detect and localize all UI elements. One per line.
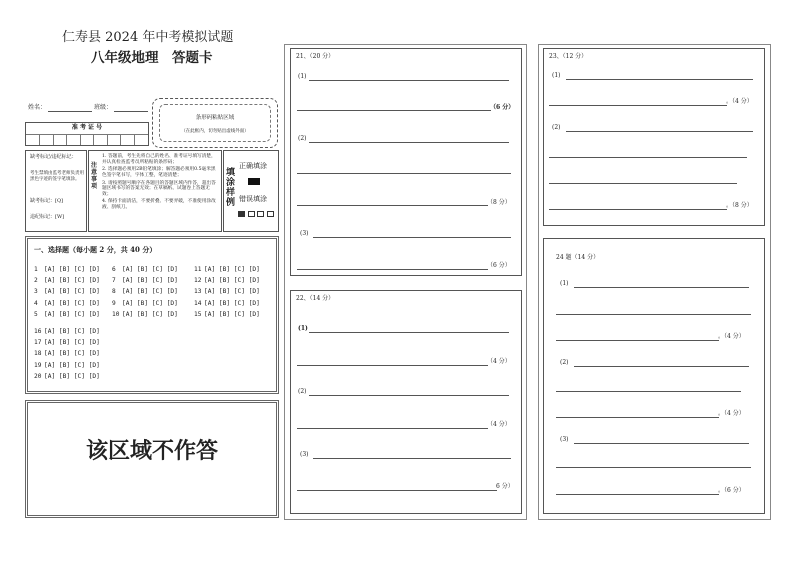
ticket-number-label: 准 考 证 号 — [71, 124, 103, 131]
answer-line[interactable] — [574, 443, 749, 444]
choice-title: 一、选择题（每小题 2 分，共 40 分） — [34, 245, 157, 254]
answer-line[interactable] — [309, 80, 509, 81]
notice-box — [88, 150, 222, 232]
fill-sample-box — [223, 150, 279, 232]
q24-title: 24 题（14 分） — [556, 254, 600, 261]
choice-row[interactable] — [194, 267, 260, 273]
q22-score2: （4 分） — [487, 421, 511, 428]
answer-line[interactable] — [297, 490, 497, 491]
wrong-fill-label: 错误填涂 — [239, 195, 267, 203]
answer-line[interactable] — [297, 110, 491, 111]
answer-options[interactable]: [A] [B] [C] [D] — [44, 339, 100, 347]
class-field[interactable] — [114, 111, 148, 112]
choice-row[interactable] — [34, 289, 100, 295]
answer-line[interactable] — [549, 157, 747, 158]
q21-score1: （6 分） — [490, 104, 515, 111]
question-number: 18 — [34, 350, 42, 358]
choice-row[interactable] — [34, 374, 100, 380]
answer-line[interactable] — [556, 391, 741, 392]
choice-row[interactable] — [34, 301, 100, 307]
q24-score1: 。（4 分） — [718, 333, 745, 340]
answer-options[interactable]: [A] [B] [C] [D] — [44, 288, 100, 296]
answer-line[interactable] — [313, 458, 511, 459]
q24-section — [543, 238, 765, 514]
notice-item: 4. 保持卡面清洁，不要折叠、不要弄破，不准使用涂改液、刮纸刀。 — [102, 199, 216, 211]
answer-options[interactable]: [A] [B] [C] [D] — [204, 288, 260, 296]
answer-line[interactable] — [574, 287, 749, 288]
fill-sample-label: 填涂样例 — [226, 168, 236, 208]
absent-title: 缺考标记/违纪标记： — [30, 154, 77, 160]
notice-label: 注意事项 — [91, 162, 98, 190]
q23-part1: (1) — [552, 72, 561, 79]
answer-options[interactable]: [A] [B] [C] [D] — [44, 372, 100, 380]
q23-part2: (2) — [552, 124, 561, 131]
answer-options[interactable]: [A] [B] [C] [D] — [44, 350, 100, 358]
answer-options[interactable]: [A] [B] [C] [D] — [44, 277, 100, 285]
q23-score1: 。（4 分） — [726, 98, 753, 105]
question-number: 5 — [34, 310, 38, 318]
question-number: 9 — [112, 299, 116, 307]
notice-item: 2. 选择题必须用2B铅笔填涂；解答题必须用0.5毫米黑色签字笔书写，字体工整，笔迹清楚； — [102, 167, 216, 178]
answer-line[interactable] — [297, 428, 488, 429]
choice-row[interactable] — [112, 301, 178, 307]
answer-options[interactable]: [A] [B] [C] [D] — [204, 299, 260, 307]
answer-options[interactable]: [A] [B] [C] [D] — [122, 288, 178, 296]
name-label: 姓名： — [28, 104, 47, 111]
q24-part2: (2) — [560, 359, 569, 366]
q22-part2: (2) — [298, 388, 307, 395]
q22-part3: (3) — [300, 451, 309, 458]
q21-score2: （8 分） — [487, 199, 511, 206]
wrong-fill-samples — [238, 211, 274, 219]
choice-row[interactable] — [112, 289, 178, 295]
answer-line[interactable] — [566, 79, 753, 80]
q23-section — [543, 48, 765, 226]
choice-row[interactable] — [194, 289, 260, 295]
answer-line[interactable] — [549, 105, 727, 106]
question-number: 19 — [34, 361, 42, 369]
choice-row[interactable] — [112, 267, 178, 273]
name-field[interactable] — [48, 111, 92, 112]
question-number: 11 — [194, 266, 202, 273]
q21-title: 21、（20 分） — [296, 53, 335, 60]
choice-row[interactable] — [34, 312, 100, 318]
q22-section — [290, 290, 522, 514]
q21-part3: (3) — [300, 230, 309, 237]
q21-section — [290, 48, 522, 276]
notice-list — [102, 154, 219, 211]
question-number: 16 — [34, 328, 42, 335]
q22-part1: (1) — [298, 325, 308, 332]
class-label: 班级： — [94, 104, 113, 111]
no-answer-zone — [25, 400, 279, 518]
q24-part3: (3) — [560, 436, 569, 443]
answer-line[interactable] — [297, 365, 488, 366]
q22-score3: 6 分） — [496, 483, 514, 490]
question-number: 15 — [194, 310, 202, 318]
q24-part1: (1) — [560, 280, 569, 287]
answer-options[interactable]: [A] [B] [C] [D] — [122, 310, 178, 318]
notice-item: 3. 请按照题号顺序在各题目的答题区域内作答，超出答题区域书写的答案无效；在草稿纸、试题卷上答题无效； — [102, 180, 216, 197]
question-number: 8 — [112, 288, 116, 296]
question-number: 13 — [194, 288, 202, 296]
answer-line[interactable] — [313, 237, 511, 238]
q24-score2: 。（4 分） — [718, 410, 745, 417]
choice-row[interactable] — [194, 278, 260, 284]
q22-score1: （4 分） — [487, 358, 511, 365]
correct-fill-sample — [248, 178, 260, 185]
answer-line[interactable] — [549, 183, 737, 184]
q21-part1: (1) — [298, 73, 307, 80]
q22-title: 22、（14 分） — [296, 295, 335, 302]
absent-mark-box — [25, 150, 87, 232]
absent-mark[interactable]: 缺考标记：[Q] — [30, 198, 64, 204]
question-number: 3 — [34, 288, 38, 296]
notice-item: 1. 答题前，考生先将自己的姓名、准考证号填写清楚，并认真检查监考员所粘贴的条形码； — [102, 154, 216, 165]
q23-title: 23、（12 分） — [549, 53, 588, 60]
answer-options[interactable]: [A] [B] [C] [D] — [204, 266, 260, 273]
answer-line[interactable] — [556, 467, 751, 468]
question-number: 6 — [112, 266, 116, 273]
correct-fill-label: 正确填涂 — [239, 162, 267, 170]
q21-part2: (2) — [298, 135, 307, 142]
answer-options[interactable]: [A] [B] [C] [D] — [44, 299, 100, 307]
question-number: 1 — [34, 266, 38, 273]
choice-row[interactable] — [34, 363, 100, 369]
question-number: 7 — [112, 277, 116, 285]
question-number: 2 — [34, 277, 38, 285]
answer-options[interactable]: [A] [B] [C] [D] — [122, 277, 178, 285]
choice-row[interactable] — [112, 278, 178, 284]
answer-line[interactable] — [566, 131, 753, 132]
barcode-note: （在此框内，切勿贴出虚线外面） — [181, 129, 249, 134]
answer-options[interactable]: [A] [B] [C] [D] — [44, 328, 100, 335]
answer-options[interactable]: [A] [B] [C] [D] — [204, 277, 260, 285]
choice-row[interactable] — [34, 351, 100, 357]
question-number: 17 — [34, 339, 42, 347]
barcode-title: 条形码粘贴区域 — [195, 115, 235, 121]
answer-line[interactable] — [556, 314, 751, 315]
answer-options[interactable]: [A] [B] [C] [D] — [122, 299, 178, 307]
choice-row[interactable] — [194, 301, 260, 307]
choice-row[interactable] — [34, 267, 100, 273]
question-number: 12 — [194, 277, 202, 285]
question-number: 4 — [34, 299, 38, 307]
answer-line[interactable] — [556, 417, 719, 418]
question-number: 14 — [194, 299, 202, 307]
answer-line[interactable] — [309, 142, 509, 143]
answer-line[interactable] — [297, 173, 511, 174]
answer-line[interactable] — [309, 395, 509, 396]
answer-line[interactable] — [556, 340, 719, 341]
choice-section — [25, 236, 279, 394]
choice-row[interactable] — [34, 340, 100, 346]
choice-row[interactable] — [194, 312, 260, 318]
exam-title: 仁寿县 2024 年中考模拟试题 — [62, 30, 234, 45]
q24-score3: 。（6 分） — [718, 487, 745, 494]
choice-row[interactable] — [34, 329, 100, 335]
answer-line[interactable] — [297, 269, 488, 270]
choice-row[interactable] — [34, 278, 100, 284]
answer-options[interactable]: [A] [B] [C] [D] — [44, 310, 100, 318]
answer-options[interactable]: [A] [B] [C] [D] — [44, 361, 100, 369]
q23-score2: 。（8 分） — [726, 202, 753, 209]
q21-score3: （6 分） — [487, 262, 511, 269]
answer-line[interactable] — [297, 205, 488, 206]
answer-line[interactable] — [309, 332, 509, 333]
violation-mark[interactable]: 违纪标记：[W] — [30, 214, 65, 220]
choice-row[interactable] — [112, 312, 178, 318]
card-subtitle: 八年级地理 答题卡 — [91, 50, 213, 66]
answer-line[interactable] — [556, 494, 719, 495]
question-number: 10 — [112, 310, 120, 318]
question-number: 20 — [34, 372, 42, 380]
answer-line[interactable] — [549, 209, 727, 210]
answer-options[interactable]: [A] [B] [C] [D] — [44, 266, 100, 273]
answer-options[interactable]: [A] [B] [C] [D] — [204, 310, 260, 318]
no-answer-text: 该区域不作答 — [85, 439, 218, 464]
ticket-number-grid[interactable] — [25, 122, 149, 146]
answer-options[interactable]: [A] [B] [C] [D] — [122, 266, 178, 273]
barcode-area — [152, 98, 278, 148]
absent-instruction: 考生禁填由监考老师负责用黑色字迹的签字笔填涂。 — [30, 171, 84, 182]
answer-line[interactable] — [574, 366, 749, 367]
